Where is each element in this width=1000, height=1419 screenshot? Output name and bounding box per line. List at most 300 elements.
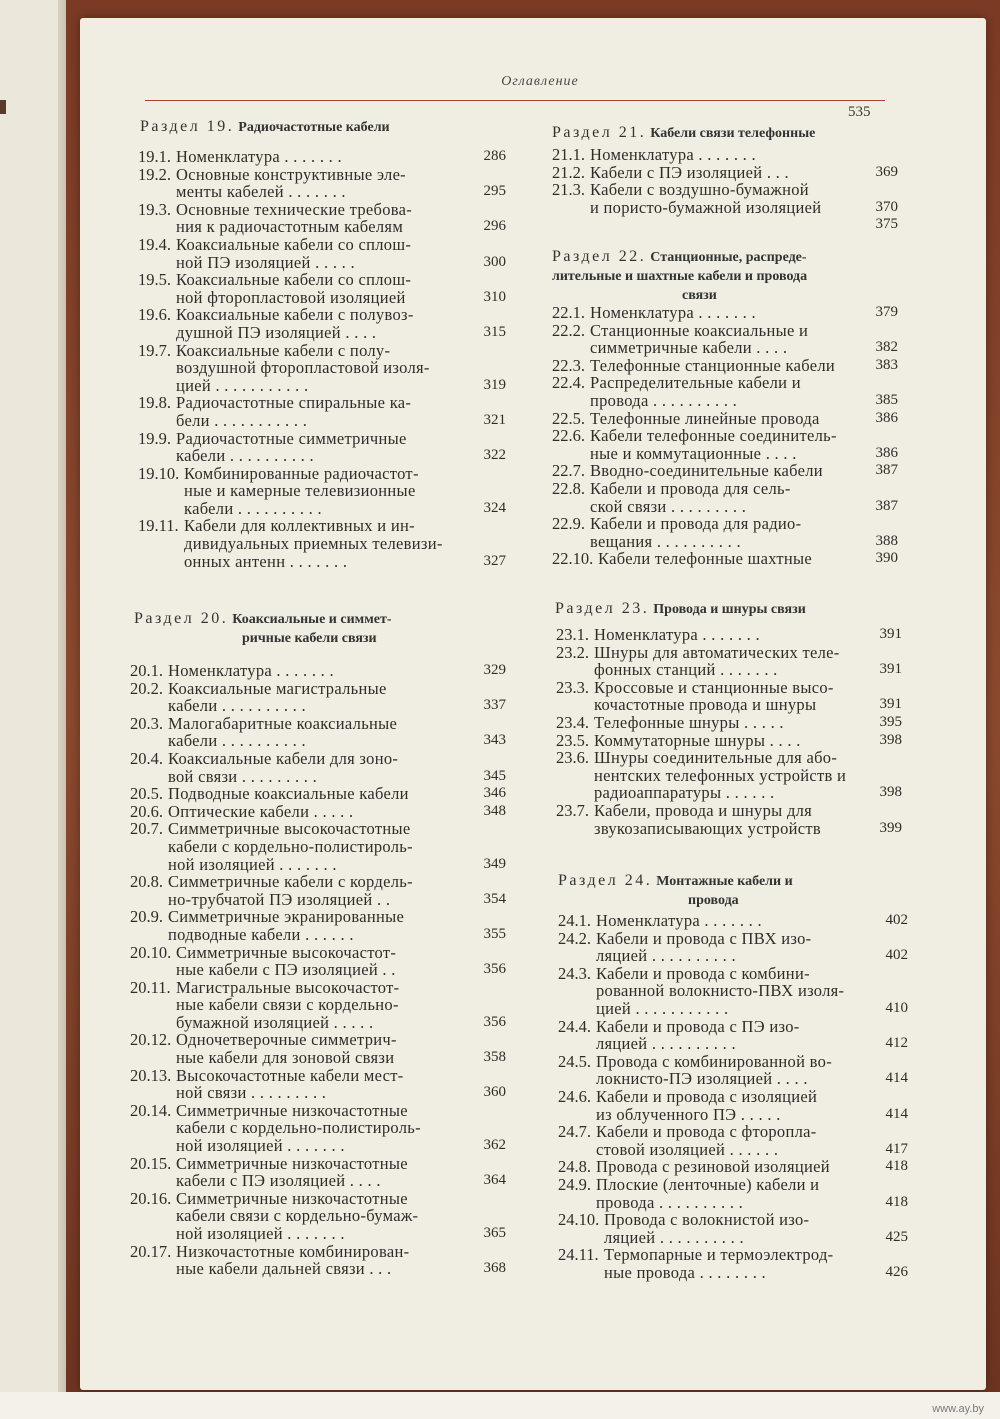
toc-entry-text: ные и камерные телевизионные: [184, 481, 416, 501]
toc-entry-page: 391: [879, 661, 902, 678]
toc-entry-first-line: [130, 1243, 456, 1261]
toc-entry-page: 386: [875, 409, 898, 426]
toc-entry-continuation: [130, 696, 506, 716]
toc-entry-number: 20.1.: [130, 661, 163, 680]
toc-entry-text: провода . . . . . . . . . .: [596, 1192, 744, 1212]
toc-entry: [558, 963, 908, 1018]
toc-entry: [130, 1153, 506, 1191]
toc-entry-text: Коаксиальные кабели со сплош-: [176, 270, 412, 290]
section-19-title: Раздел 19. Радиочастотные кабели: [140, 118, 390, 135]
toc-entry-page: 387: [875, 497, 898, 514]
toc-entry-number: 23.4.: [556, 712, 589, 732]
toc-entry-text: ные и коммутационные . . . .: [590, 443, 797, 463]
toc-entry: [130, 1100, 506, 1156]
toc-entry: [552, 373, 898, 410]
toc-entry-text: Магистральные высокочастот-: [176, 977, 400, 997]
toc-entry: [556, 625, 902, 644]
toc-entry-page: 414: [885, 1105, 908, 1122]
toc-entry-text: кабели связи с кордельно-бумаж-: [176, 1206, 419, 1226]
toc-entry-page: 295: [483, 183, 506, 200]
toc-entry-number: 20.6.: [130, 801, 163, 821]
toc-entry-text: ные провода . . . . . . . .: [604, 1262, 766, 1282]
toc-entry-continuation: [138, 359, 456, 377]
toc-entry-number: 19.9.: [138, 428, 171, 448]
toc-entry-text: Малогабаритные коаксиальные: [168, 713, 398, 733]
toc-entry-continuation: [130, 924, 506, 944]
toc-entry-number: 20.13.: [130, 1065, 172, 1085]
toc-entry-number: 23.1.: [556, 625, 589, 644]
toc-entry: [558, 1051, 908, 1089]
toc-entry-text: ной связи . . . . . . . . .: [176, 1083, 327, 1103]
toc-entry-first-line: [558, 1176, 868, 1194]
toc-entry-text: ской связи . . . . . . . . .: [590, 496, 747, 516]
toc-entry-text: ной ПЭ изоляцией . . . . .: [176, 252, 355, 272]
toc-entry-number: 20.7.: [130, 819, 163, 839]
toc-entry-text: Номенклатура . . . . . . .: [594, 625, 760, 644]
toc-entry: [552, 162, 898, 182]
toc-entry-page: 383: [875, 356, 898, 373]
toc-entry-continuation: [130, 1136, 506, 1156]
toc-entry-continuation: [558, 1069, 908, 1089]
toc-entry-page: 310: [483, 288, 506, 305]
toc-entry-text: Радиочастотные спиральные ка-: [176, 393, 412, 413]
toc-entry: [138, 463, 506, 518]
toc-entry-first-line: [556, 749, 862, 767]
toc-entry-continuation: [138, 551, 506, 571]
toc-entry: [558, 1122, 908, 1159]
toc-entry-text: симметричные кабели . . . .: [590, 338, 788, 358]
toc-entry-continuation: [556, 695, 902, 715]
toc-entry-first-line: [130, 801, 506, 821]
toc-entry: [552, 461, 898, 481]
toc-entry-text: душной ПЭ изоляцией . . . .: [176, 322, 377, 342]
toc-entry-first-line: [138, 147, 506, 166]
toc-entry: [130, 801, 506, 821]
toc-entry-number: 24.4.: [558, 1016, 591, 1036]
toc-entry-text: нентских телефонных устройств и: [594, 765, 847, 785]
toc-entry-first-line: [130, 1031, 456, 1049]
toc-entry-first-line: [552, 461, 898, 481]
toc-entry-text: Коаксиальные кабели со сплош-: [176, 234, 412, 254]
toc-entry-text: ной фторопластовой изоляцией: [176, 287, 406, 307]
toc-entry-text: Симметричные высокочастотные: [168, 819, 411, 839]
toc-entry-first-line: [130, 820, 456, 838]
toc-entry-page: 322: [483, 447, 506, 464]
toc-entry-text: Номенклатура . . . . . . .: [590, 303, 756, 322]
toc-entry-page: 345: [483, 767, 506, 784]
toc-entry-first-line: [130, 784, 506, 804]
toc-entry-page: 391: [879, 696, 902, 713]
toc-entry-number: 19.6.: [138, 305, 171, 325]
toc-entry: [130, 1241, 506, 1279]
toc-entry-text: Коаксиальные кабели с полувоз-: [176, 305, 414, 325]
toc-entry-continuation: [556, 818, 902, 838]
toc-entry-number: 19.4.: [138, 234, 171, 254]
toc-entry-page: 418: [885, 1158, 908, 1175]
toc-entry-first-line: [138, 465, 456, 483]
toc-entry-page: 368: [483, 1260, 506, 1277]
toc-entry-number: 22.3.: [552, 355, 585, 375]
toc-entry-continuation: [558, 946, 908, 966]
toc-entry: [552, 303, 898, 322]
toc-entry-text: Вводно-соединительные кабели: [590, 461, 823, 481]
toc-entry-text: ной изоляцией . . . . . . .: [176, 1224, 345, 1243]
toc-entry-number: 24.7.: [558, 1122, 591, 1142]
toc-entry-text: Плоские (ленточные) кабели и: [596, 1174, 820, 1194]
toc-entry-text: локнисто-ПЭ изоляцией . . . .: [596, 1069, 808, 1089]
toc-entry-first-line: [138, 517, 456, 535]
toc-entry-number: 23.6.: [556, 748, 589, 768]
toc-entry-text: Кабели и провода с ПЭ изо-: [596, 1016, 800, 1036]
toc-entry-text: Кабели для коллективных и ин-: [184, 516, 415, 536]
toc-entry-text: Оптические кабели . . . . .: [168, 801, 354, 821]
toc-entry-continuation: [130, 1048, 506, 1068]
toc-entry-continuation: [552, 338, 898, 358]
toc-entry: [138, 305, 506, 342]
toc-entry-text: ные кабели связи с кордельно-: [176, 995, 399, 1015]
toc-entry-number: 22.5.: [552, 408, 585, 428]
section-24-title: Раздел 24. Монтажные кабели и провода: [558, 872, 793, 908]
toc-entry-number: 20.8.: [130, 872, 163, 892]
toc-entry: [558, 1210, 908, 1247]
toc-entry-first-line: [558, 1053, 868, 1071]
toc-entry-number: 19.5.: [138, 270, 171, 290]
toc-entry: [138, 428, 506, 466]
toc-entry-first-line: [556, 712, 902, 732]
toc-entry: [130, 784, 506, 804]
toc-entry-text: кабели . . . . . . . . . .: [168, 696, 306, 716]
toc-entry-number: 19.8.: [138, 393, 171, 413]
toc-entry-page: 369: [875, 163, 898, 180]
toc-entry-first-line: [130, 944, 456, 962]
toc-entry-number: 23.2.: [556, 642, 589, 662]
toc-entry-page: 286: [483, 148, 506, 164]
toc-entry: [130, 977, 506, 1032]
toc-entry: [552, 426, 898, 463]
toc-entry-continuation: [130, 889, 506, 909]
toc-entry-number: 20.14.: [130, 1100, 172, 1120]
toc-entry-text: Шнуры соединительные для або-: [594, 748, 838, 768]
toc-entry-text: Симметричные низкочастотные: [176, 1153, 408, 1173]
section-23-title: Раздел 23. Провода и шнуры связи: [555, 600, 806, 617]
toc-entry: [130, 748, 506, 786]
toc-entry-page: 375: [875, 216, 898, 233]
toc-entry-text: Кабели и провода для сель-: [590, 478, 791, 498]
toc-entry-continuation: [558, 1192, 908, 1212]
toc-entry-page: 329: [483, 662, 506, 678]
toc-entry-page: 365: [483, 1225, 506, 1241]
toc-entry-page: 399: [879, 819, 902, 836]
toc-entry-text: радиоаппаратуры . . . . . .: [594, 783, 775, 803]
toc-entry-text: Симметричные кабели с кордель-: [168, 872, 413, 892]
toc-entry: [130, 872, 506, 909]
toc-entry: [552, 320, 898, 358]
toc-entry-page: 327: [483, 552, 506, 569]
toc-entry-first-line: [552, 355, 898, 375]
left-page-mark: [0, 100, 6, 114]
toc-entry-text: но-трубчатой ПЭ изоляцией . .: [168, 889, 391, 909]
toc-entry-number: 22.8.: [552, 478, 585, 498]
toc-entry: [558, 1086, 908, 1124]
toc-entry-text: онных антенн . . . . . . .: [184, 551, 348, 571]
toc-entry-text: Кабели и провода с изоляцией: [596, 1086, 818, 1106]
toc-entry-first-line: [138, 306, 456, 324]
toc-entry-text: воздушной фторопластовой изоля-: [176, 358, 430, 378]
toc-entry-text: ной изоляцией . . . . . . .: [176, 1136, 345, 1156]
toc-entry-first-line: [138, 430, 456, 448]
toc-entry-page: 402: [885, 912, 908, 928]
toc-entry-text: кабели с ПЭ изоляцией . . . .: [176, 1171, 381, 1191]
toc-entry-continuation: [138, 535, 456, 553]
toc-entry-continuation: [130, 1207, 456, 1225]
toc-entry-first-line: [558, 930, 868, 948]
toc-entry-text: Кабели, провода и шнуры для: [594, 800, 813, 820]
toc-entry-continuation: [130, 996, 456, 1014]
toc-entry: [558, 1157, 908, 1177]
toc-entry-page: 362: [483, 1137, 506, 1154]
toc-entry: [552, 146, 858, 164]
section-21-title: Раздел 21. Кабели связи телефонные: [552, 124, 816, 141]
toc-entry-text: Шнуры для автоматических теле-: [594, 642, 840, 662]
toc-entry: [556, 712, 902, 732]
toc-entry-page: 355: [483, 925, 506, 942]
toc-entry: [556, 730, 902, 750]
toc-entry-continuation: [556, 660, 902, 680]
toc-entry-text: ляцией . . . . . . . . . .: [596, 946, 736, 966]
toc-entry-first-line: [558, 911, 908, 930]
toc-entry-page: 324: [483, 499, 506, 516]
toc-entry-text: дивидуальных приемных телевизи-: [184, 534, 443, 554]
toc-entry: [130, 661, 506, 680]
toc-entry-continuation: [130, 766, 506, 786]
toc-section-21: [552, 145, 898, 234]
toc-entry-first-line: [130, 661, 506, 680]
toc-entry-number: 20.2.: [130, 678, 163, 698]
toc-entry-first-line: [552, 216, 898, 234]
toc-entry-text: Провода с комбинированной во-: [596, 1051, 832, 1071]
toc-entry-text: кабели с кордельно-полистироль-: [176, 1118, 421, 1138]
toc-entry: [558, 1174, 908, 1212]
toc-entry-text: Номенклатура . . . . . . .: [168, 661, 334, 680]
toc-entry: [552, 355, 898, 375]
toc-entry-page: 386: [875, 444, 898, 461]
toc-entry-number: 24.8.: [558, 1157, 591, 1177]
table-surface: [0, 1392, 1000, 1419]
toc-entry: [130, 1188, 506, 1243]
toc-entry-text: Кабели и провода с фторопла-: [596, 1122, 817, 1142]
toc-entry-text: подводные кабели . . . . . .: [168, 924, 354, 944]
toc-entry-text: вой связи . . . . . . . . .: [168, 766, 318, 786]
toc-entry: [138, 270, 506, 307]
toc-section-19: [138, 147, 506, 571]
toc-entry: [138, 234, 506, 272]
toc-entry-first-line: [130, 1067, 456, 1085]
toc-entry-page: 387: [875, 462, 898, 479]
toc-entry-first-line: [558, 965, 868, 983]
toc-entry-number: 20.4.: [130, 748, 163, 768]
toc-entry-page: 379: [875, 304, 898, 320]
toc-entry-text: Номенклатура . . . . . . .: [596, 911, 762, 930]
toc-entry-continuation: [138, 287, 506, 307]
toc-entry-first-line: [552, 322, 858, 340]
toc-entry-text: ной изоляцией . . . . . . .: [168, 854, 337, 874]
toc-entry-page: 385: [875, 391, 898, 408]
toc-entry-number: 22.4.: [552, 373, 585, 393]
toc-entry-text: бумажной изоляцией . . . . .: [176, 1012, 374, 1032]
toc-entry: [130, 1030, 506, 1068]
toc-entry-continuation: [138, 322, 506, 342]
toc-entry-text: Симметричные низкочастотные: [176, 1100, 408, 1120]
toc-entry: [556, 642, 902, 680]
toc-entry-number: 24.5.: [558, 1051, 591, 1071]
toc-entry: [138, 340, 506, 395]
toc-entry-continuation: [552, 390, 898, 410]
toc-entry-number: 20.11.: [130, 977, 171, 997]
toc-entry-page: 349: [483, 855, 506, 872]
toc-entry-text: Кабели телефонные соединитель-: [590, 426, 837, 446]
toc-entry-text: Кабели с ПЭ изоляцией . . .: [590, 162, 789, 182]
left-page-edge: [0, 0, 70, 1419]
section-20-title: Раздел 20. Коаксиальные и симмет- ричные кабели связи: [134, 610, 392, 646]
toc-entry-first-line: [138, 236, 456, 254]
toc-entry: [556, 677, 902, 715]
toc-entry-text: ния к радиочастотным кабелям: [176, 217, 404, 237]
toc-entry-text: цией . . . . . . . . . . .: [176, 375, 309, 395]
toc-entry-number: 24.2.: [558, 928, 591, 948]
toc-entry-text: бели . . . . . . . . . . .: [176, 410, 308, 430]
section-22-title: Раздел 22. Станционные, распреде- лительные и шахтные кабели и провода связи: [552, 248, 808, 303]
toc-entry-continuation: [558, 1139, 908, 1159]
toc-entry: [130, 678, 506, 716]
toc-entry: [130, 942, 506, 980]
toc-entry-number: 21.3.: [552, 180, 585, 200]
toc-entry-text: Кабели и провода для радио-: [590, 514, 802, 534]
toc-entry-text: Основные конструктивные эле-: [176, 164, 406, 184]
toc-entry-number: 24.6.: [558, 1086, 591, 1106]
toc-entry-continuation: [552, 496, 898, 516]
toc-entry-first-line: [130, 908, 456, 926]
toc-entry-first-line: [552, 408, 898, 428]
toc-entry-text: Телефонные линейные провода: [590, 408, 820, 428]
toc-entry-page: 426: [885, 1263, 908, 1280]
toc-entry-continuation: [138, 252, 506, 272]
toc-entry: [138, 147, 506, 166]
toc-entry-text: Кабели телефонные шахтные: [598, 549, 813, 569]
toc-entry: [552, 180, 898, 217]
toc-entry-page: 402: [885, 947, 908, 964]
toc-entry-continuation: [138, 182, 506, 202]
toc-entry: [138, 164, 506, 202]
toc-entry-page: 348: [483, 802, 506, 819]
toc-entry-continuation: [552, 531, 898, 551]
toc-entry-continuation: [130, 731, 506, 751]
toc-entry-continuation: [556, 767, 862, 785]
toc-entry-number: 21.1.: [552, 145, 585, 164]
toc-entry-text: Кроссовые и станционные высо-: [594, 677, 834, 697]
toc-entry-first-line: [138, 201, 456, 219]
toc-entry-number: 22.10.: [552, 549, 594, 569]
toc-entry-text: кабели . . . . . . . . . .: [168, 731, 306, 751]
toc-entry-continuation: [558, 1262, 908, 1282]
toc-entry-page: 321: [483, 411, 506, 428]
toc-entry-text: Коммутаторные шнуры . . . .: [594, 730, 801, 750]
toc-entry-number: 22.6.: [552, 426, 585, 446]
toc-entry-continuation: [558, 1034, 908, 1054]
toc-entry-first-line: [556, 644, 862, 662]
toc-entry-text: звукозаписывающих устройств: [594, 818, 821, 838]
toc-entry-text: менты кабелей . . . . . . .: [176, 182, 346, 202]
toc-entry-page: 418: [885, 1193, 908, 1210]
toc-entry-continuation: [138, 217, 506, 237]
toc-entry-text: Кабели и провода с ПВХ изо-: [596, 928, 812, 948]
toc-entry-first-line: [130, 680, 456, 698]
toc-entry-continuation: [130, 1119, 456, 1137]
toc-entry-first-line: [138, 271, 456, 289]
toc-entry-text: Номенклатура . . . . . . .: [590, 145, 756, 164]
toc-entry-page: 354: [483, 890, 506, 907]
toc-entry-number: 20.12.: [130, 1030, 172, 1050]
toc-entry-number: 19.2.: [138, 164, 171, 184]
toc-entry-text: Коаксиальные кабели с полу-: [176, 340, 391, 360]
page-number: 535: [848, 104, 871, 120]
toc-entry-number: 24.10.: [558, 1210, 600, 1230]
toc-entry-first-line: [558, 1211, 868, 1229]
toc-entry-text: кабели . . . . . . . . . .: [184, 498, 322, 518]
toc-entry-continuation: [138, 482, 456, 500]
toc-entry-continuation: [130, 960, 506, 980]
toc-entry-number: 20.15.: [130, 1153, 172, 1173]
toc-entry: [138, 516, 506, 571]
toc-entry-number: 20.10.: [130, 942, 172, 962]
toc-entry-number: 22.7.: [552, 461, 585, 481]
toc-entry-text: кабели с кордельно-полистироль-: [168, 836, 413, 856]
toc-entry-page: 343: [483, 732, 506, 749]
toc-entry-text: ляцией . . . . . . . . . .: [604, 1227, 744, 1247]
toc-entry-number: 23.7.: [556, 800, 589, 820]
toc-section-24: [558, 911, 908, 1282]
toc-entry-number: 20.5.: [130, 784, 163, 804]
toc-entry-text: Симметричные низкочастотные: [176, 1188, 408, 1208]
toc-entry-text: ные кабели с ПЭ изоляцией . .: [176, 960, 396, 980]
toc-entry-page: 358: [483, 1049, 506, 1066]
toc-entry-page: 410: [885, 999, 908, 1016]
toc-entry-continuation: [138, 375, 506, 395]
toc-entry-text: Кабели и провода с комбини-: [596, 963, 810, 983]
toc-entry-page: 398: [879, 731, 902, 748]
toc-entry: [558, 928, 908, 966]
toc-entry-text: Коаксиальные кабели для зоно-: [168, 748, 399, 768]
toc-entry-first-line: [130, 1190, 456, 1208]
toc-entry-first-line: [552, 549, 898, 569]
toc-section-22: [552, 303, 898, 569]
toc-entry-page: 360: [483, 1084, 506, 1101]
toc-entry-text: вещания . . . . . . . . . .: [590, 531, 741, 551]
toc-entry-page: 425: [885, 1228, 908, 1245]
toc-entry: [138, 199, 506, 237]
toc-entry: [130, 1065, 506, 1103]
toc-entry-page: 388: [875, 532, 898, 549]
toc-entry-number: 24.11.: [558, 1245, 599, 1265]
toc-entry-page: 414: [885, 1070, 908, 1087]
toc-entry-first-line: [552, 374, 858, 392]
toc-entry-first-line: [130, 1155, 456, 1173]
toc-entry-number: 22.9.: [552, 514, 585, 534]
toc-entry-number: 19.7.: [138, 340, 171, 360]
toc-entry-first-line: [552, 480, 858, 498]
toc-entry-page: 364: [483, 1172, 506, 1189]
toc-entry-number: 24.9.: [558, 1174, 591, 1194]
toc-entry-number: 22.1.: [552, 303, 585, 322]
